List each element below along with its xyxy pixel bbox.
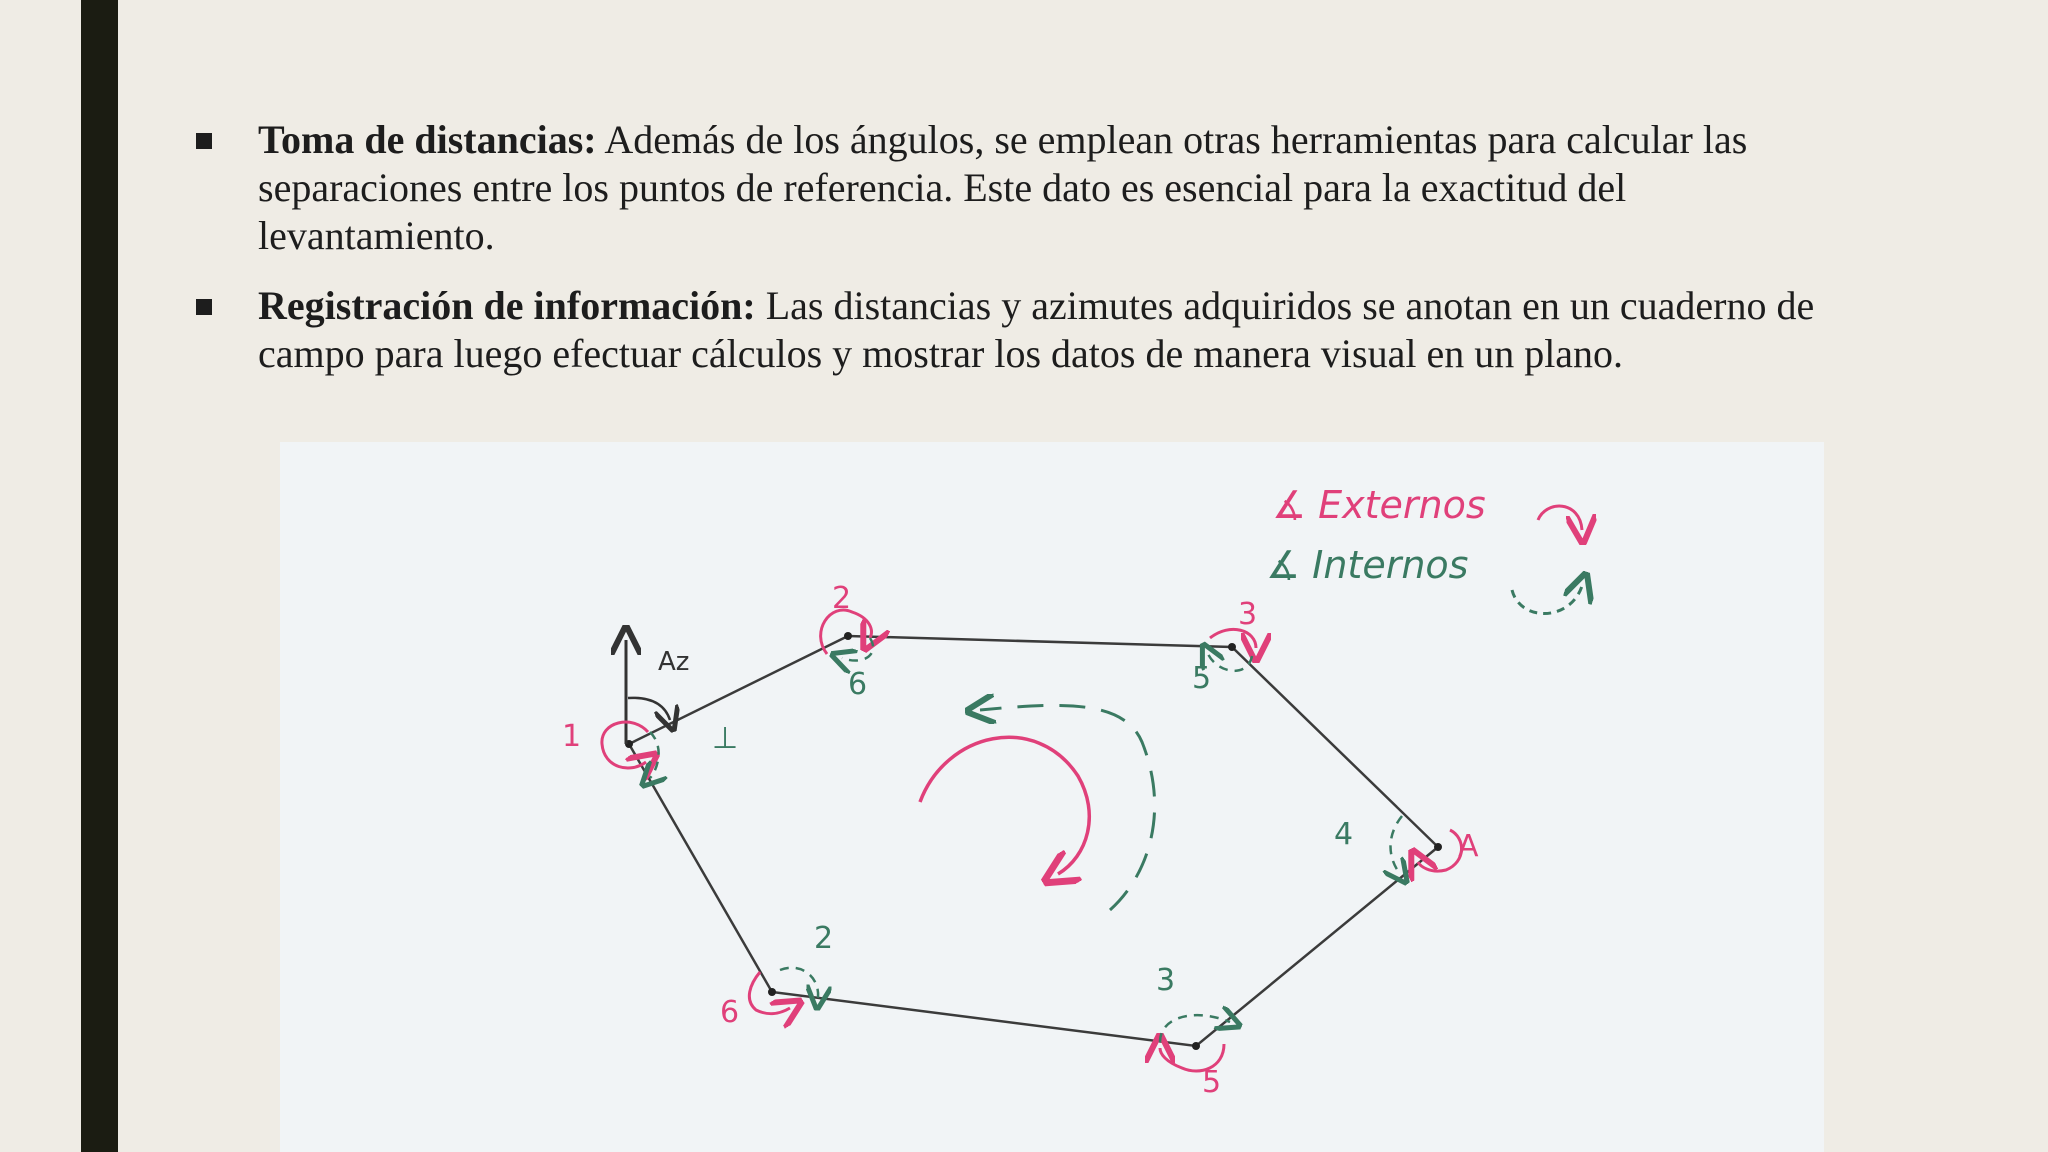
external-label-3: 3 [1238, 597, 1258, 632]
internal-angle-arc-4 [1391, 816, 1403, 874]
vertex-4 [1434, 843, 1442, 851]
internal-label-5: 3 [1156, 963, 1176, 998]
internal-angle-arc-1 [650, 732, 659, 778]
internal-angle-arc-3 [1208, 654, 1252, 671]
bullet-item-registration [192, 282, 1852, 378]
square-bullet-icon [196, 299, 212, 315]
internal-angle-arc-2 [842, 638, 873, 661]
vertex-2 [844, 632, 852, 640]
external-label-4: A [1458, 829, 1479, 864]
left-accent-bar [81, 0, 118, 1152]
internal-label-2: 6 [848, 667, 868, 702]
azimuth-arc [628, 698, 670, 720]
legend-internos-arrow [1512, 586, 1582, 614]
internal-angle-arc-5 [1160, 1015, 1230, 1042]
external-label-5: 5 [1202, 1065, 1222, 1100]
azimuth-label: Az [658, 647, 690, 677]
vertex-6 [768, 988, 776, 996]
square-bullet-icon [196, 133, 212, 149]
legend-externos-arrow [1538, 506, 1582, 530]
vertex-5 [1192, 1042, 1200, 1050]
traverse-polygon [629, 636, 1438, 1046]
external-label-2: 2 [832, 581, 852, 616]
external-angle-arc-2 [821, 610, 872, 654]
internal-label-4: 4 [1334, 817, 1354, 852]
bullet-term: Toma de distancias: [258, 117, 597, 162]
legend-externos: ∡ Externos [1272, 483, 1486, 527]
legend-internos: ∡ Internos [1266, 543, 1469, 587]
bullet-text: Las distancias y azimutes adquiridos se anotan en un cuaderno de campo para luego efectuar cálculos y mostrar los datos de manera visual en un plano. [258, 283, 1815, 376]
internal-label-6: 2 [814, 921, 834, 956]
polygon-diagram [280, 442, 1824, 1152]
vertex-3 [1228, 643, 1236, 651]
external-label-1: 1 [562, 719, 582, 754]
internal-label-3: 5 [1192, 661, 1212, 696]
external-rotation-arrow [920, 737, 1089, 874]
bullet-text: Además de los ángulos, se emplean otras herramientas para calcular las separaciones entre los puntos de referencia. Este dato es esencial para la exactitud del levantamiento. [258, 117, 1748, 258]
bullet-term: Registración de información: [258, 283, 756, 328]
bullet-item-distances [192, 116, 1852, 260]
internal-label-1: ⊥ [712, 721, 739, 756]
bullet-list [192, 116, 1852, 400]
external-label-6: 6 [720, 995, 740, 1030]
